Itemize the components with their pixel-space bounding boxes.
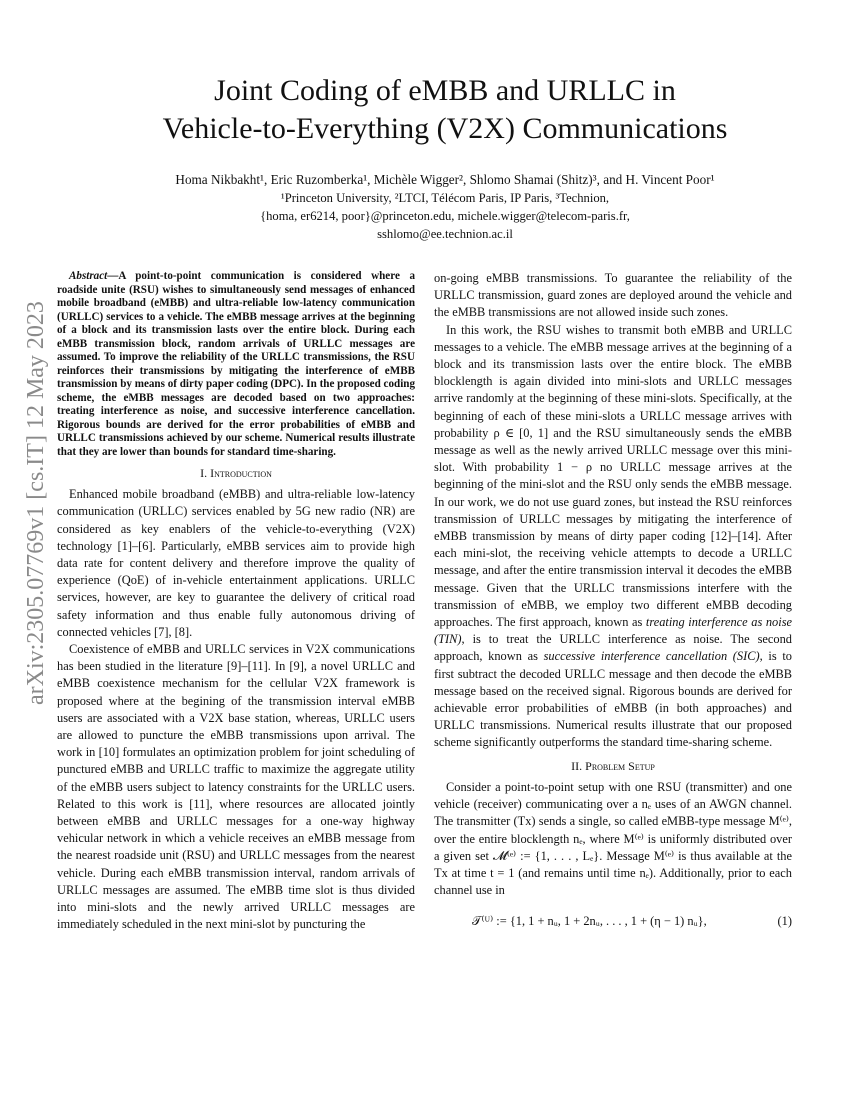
abstract [57, 270, 415, 459]
paper-title [60, 72, 830, 148]
abstract-text: —A point-to-point communication is considered where a roadside unite (RSU) wishes to simultaneously send messages of enhanced mobile broadband (eMBB) and ultra-reliable low-latency communication (URLLC) services to a vehicle. The eMBB message arrives at the beginning of a block and its transmission lasts over the entire block. During each eMBB transmission block, random arrivals of URLLC messages are assumed. To improve the reliability of the URLLC transmissions, the RSU reinforces their transmissions by mitigating the interference of eMBB transmission by means of dirty paper coding (DPC). In the proposed coding scheme, the eMBB messages are decoded based on two approaches: treating interference as noise, and successive interference cancellation. Rigorous bounds are derived for the error probabilities of eMBB and URLLC transmissions achieved by our scheme. Numerical results illustrate that they are lower than bounds for standard time-sharing. [57, 270, 415, 458]
section-heading-problem-setup: II. Problem Setup [571, 758, 655, 773]
right-column [434, 270, 792, 931]
emails-line-2: sshlomo@ee.technion.ac.il [377, 227, 513, 241]
sic-term: successive interference cancellation (SIC) [543, 649, 760, 664]
title-line-1: Joint Coding of eMBB and URLLC in [214, 74, 676, 107]
title-block [60, 72, 830, 243]
right-paragraph-2a: In this work, the RSU wishes to transmit both eMBB and URLLC messages to a vehicle. The eMBB message arrives at the beginning of a block and its transmission lasts over the entire block. The eMBB blocklength is again divided into mini-slots and URLLC messages arrive randomly at the beginning of these mini-slots. Specifically, at the beginning of each of these mini-slots a URLLC message arrives with probability ρ ∈ [0, 1] and the RSU simultaneously sends the eMBB message as well as the newly arrived URLLC message over this mini-slot. With probability 1 − ρ no URLLC message arrives at the beginning of the mini-slot and the RSU only sends the eMBB message. In our work, we do not use guard zones, but instead the RSU reinforces transmission of URLLC messages by mitigating the interference of eMBB transmission by means of dirty paper coding [12]–[14]. After each mini-slot, the receiving vehicle attempts to decode a URLLC message, and after the entire transmission interval it decodes the eMBB message. Given that the URLLC transmissions interfere with the transmission of eMBB, we employ two different eMBB decoding approaches. The first approach, known as [434, 322, 792, 630]
equation-1 [434, 913, 792, 930]
equation-number: (1) [777, 914, 792, 929]
equation-body: 𝒯⁽ᵁ⁾ := {1, 1 + nᵤ, 1 + 2nᵤ, . . . , 1 + (η − 1) nᵤ}, [472, 914, 707, 929]
setup-paragraph-1: Consider a point-to-point setup with one RSU (transmitter) and one vehicle (receiver) communicating over a nₑ uses of an AWGN channel. The transmitter (Tx) sends a single, so called eMBB-type message M⁽ᵉ⁾, over the entire blocklength nₑ, where M⁽ᵉ⁾ is uniformly distributed over a given set 𝓜⁽ᵉ⁾ := {1, . . . , Lₑ}. Message M⁽ᵉ⁾ is thus available at the Tx at time t = 1 (and remains until time nₑ). Additionally, prior to each channel use in [434, 779, 792, 898]
affiliations: ¹Princeton University, ²LTCI, Télécom Paris, IP Paris, ³Technion, [280, 191, 610, 205]
intro-paragraph-1: Enhanced mobile broadband (eMBB) and ultra-reliable low-latency communication (URLLC) services enabled by 5G new radio (NR) are considered as key enablers of the vehicle-to-everything (V2X) technology [1]–[6]. Particularly, eMBB services aim to provide high data rate for content delivery and therefore improve the quality of experience (QoE) of in-vehicle entertainment applications. URLLC services, however, are key to guarantee the delivery of critical road safety information and thus enable fully autonomous driving of connected vehicles [7], [8]. [57, 487, 415, 639]
title-line-2: Vehicle-to-Everything (V2X) Communications [162, 112, 728, 145]
intro-paragraph-2: Coexistence of eMBB and URLLC services in V2X communications has been studied in the literature [9]–[11]. In [9], a novel URLLC and eMBB coexistence mechanism for the cellular V2X framework is proposed where at the begining of the transmission interval eMBB users are associated with a V2X base station, whereas, URLLC users are allowed to puncture the eMBB transmissions upon arrival. The work in [10] formulates an optimization problem for joint scheduling of punctured eMBB and URLLC traffic to maximize the aggregate utility of the eMBB users subject to latency constraints for the URLLC users. Related to this work is [11], where resources are allocated jointly between eMBB and URLLC messages for a one-way highway vehicular network in which a vehicle receives an eMBB message from the nearest roadside unit (RSU) and URLLC messages from the nearest vehicle. During each eMBB transmission interval, random arrivals of URLLC messages are assumed. The eMBB time slot is thus divided into mini-slots and the newly arrived URLLC messages are immediately scheduled in the next mini-slot by puncturing the [57, 642, 415, 932]
abstract-label: Abstract [69, 270, 108, 282]
tin-term: treating interference as noise (TIN) [434, 615, 793, 647]
right-paragraph-1: on-going eMBB transmissions. To guarantee the reliability of the URLLC transmission, guard zones are deployed around the vehicle and the eMBB transmissions are not allowed inside such zones. [434, 271, 792, 320]
author-list: Homa Nikbakht¹, Eric Ruzomberka¹, Michèle Wigger², Shlomo Shamai (Shitz)³, and H. Vincent Poor¹ [175, 172, 715, 187]
left-column [57, 270, 415, 933]
section-heading-introduction: I. Introduction [200, 466, 272, 480]
arxiv-stamp [3, 265, 57, 705]
right-paragraph-2c: , is to first subtract the decoded URLLC message and then decode the eMBB message based on the received signal. Rigorous bounds are derived for achievable error probabilities of eMBB (in both approaches) and URLLC transmissions. Numerical results illustrate that our proposed scheme significantly outperforms the standard time-sharing scheme. [434, 649, 792, 750]
arxiv-stamp-text: arXiv:2305.07769v1 [cs.IT] 12 May 2023 [23, 301, 49, 705]
right-paragraph-2 [434, 322, 792, 752]
right-paragraph-2b: , is to treat the URLLC interference as noise. The second approach, known as [434, 632, 792, 664]
emails-line-1: {homa, er6214, poor}@princeton.edu, michele.wigger@telecom-paris.fr, [260, 209, 630, 223]
